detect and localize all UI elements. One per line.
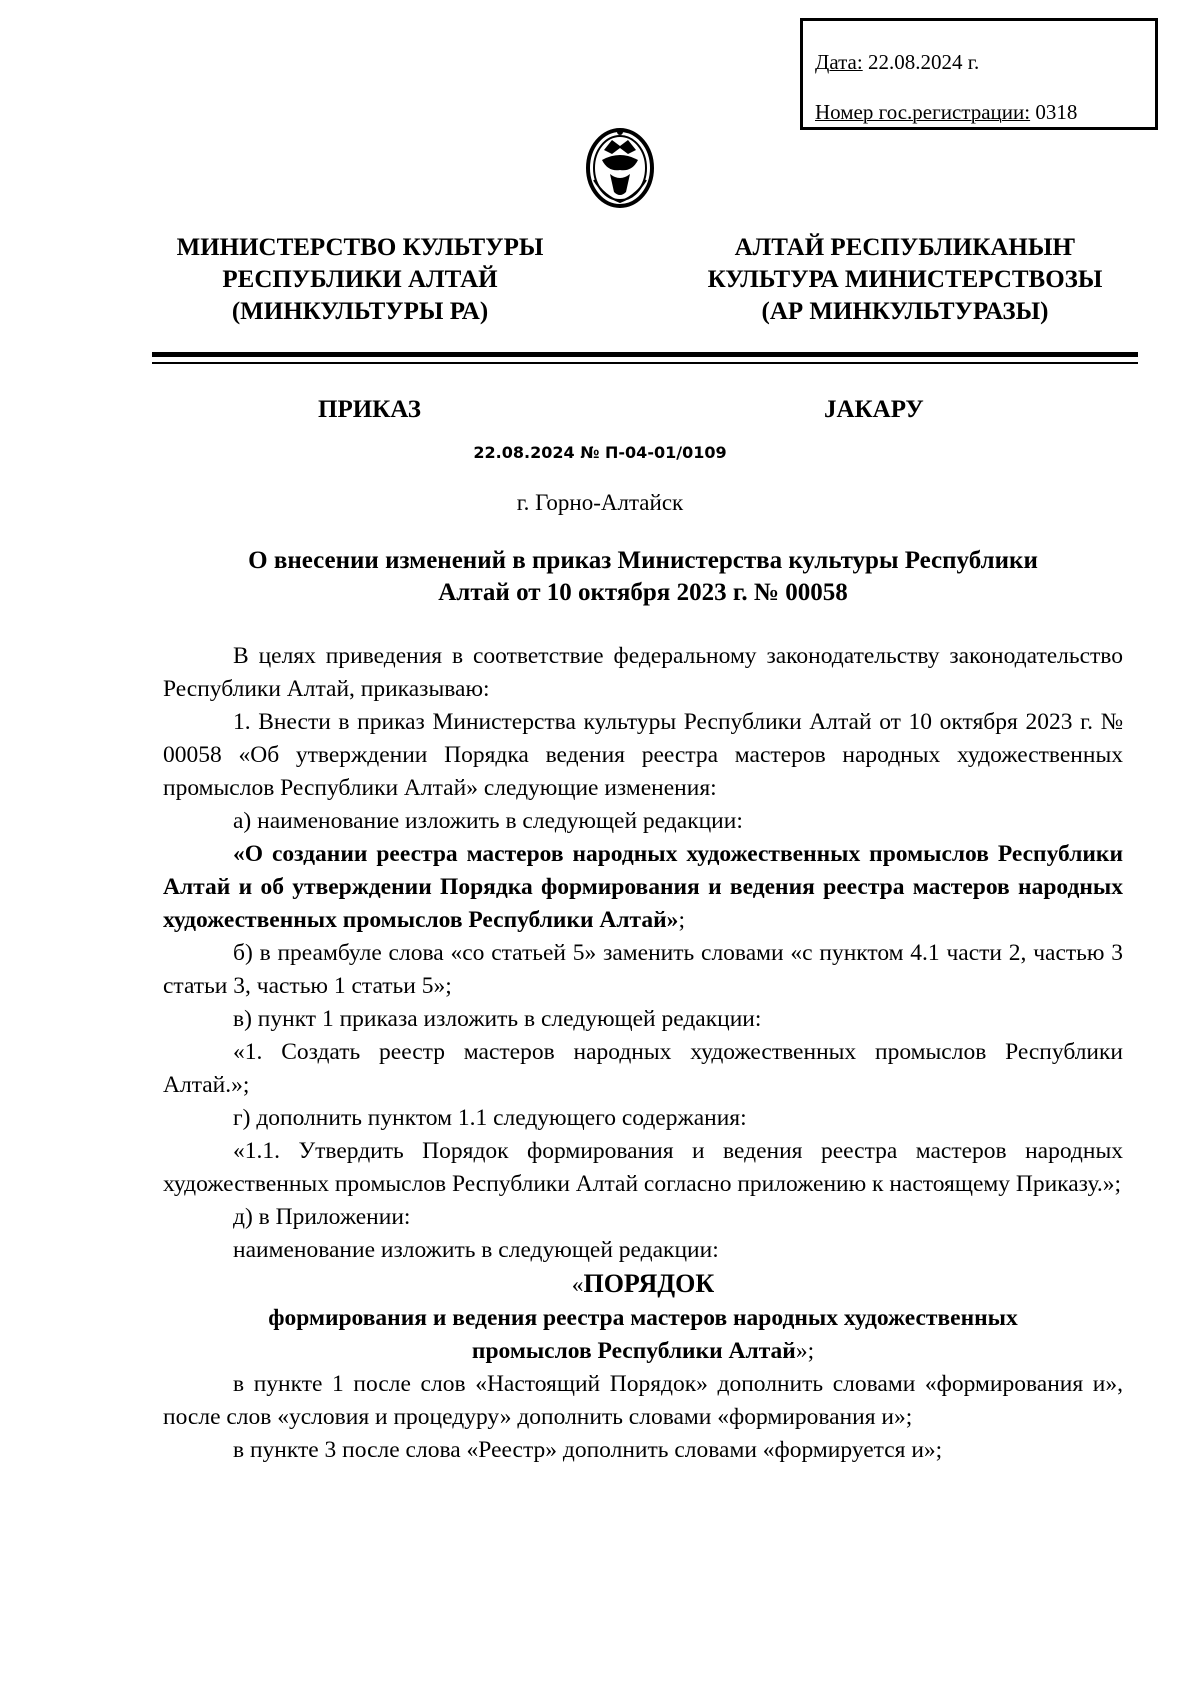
appendix-heading-line-2 bbox=[163, 1335, 1123, 1368]
ministry-altai-line: (АР МИНКУЛЬТУРАЗЫ) bbox=[761, 298, 1049, 325]
item-a-new-name-paragraph bbox=[163, 838, 1123, 937]
ministry-altai-line: КУЛЬТУРА МИНИСТЕРСТВОЗЫ bbox=[707, 266, 1103, 293]
item-v-text-paragraph: «1. Создать реестр мастеров народных художественных промыслов Республики Алтай.»; bbox=[163, 1039, 1123, 1098]
ministry-altai-line: АЛТАЙ РЕСПУБЛИКАНЫҤ bbox=[734, 234, 1076, 261]
order-city: г. Горно-Алтайск bbox=[516, 490, 684, 515]
order-type-russian: ПРИКАЗ bbox=[318, 396, 421, 423]
altai-republic-coat-of-arms-icon bbox=[580, 120, 660, 210]
item-a-new-name-tail: ; bbox=[678, 907, 685, 933]
appendix-heading-word bbox=[163, 1267, 1123, 1302]
document-title-line: Алтай от 10 октября 2023 г. № 00058 bbox=[438, 579, 848, 606]
appendix-heading-line2-tail: »; bbox=[795, 1338, 815, 1364]
registration-number-line bbox=[815, 87, 1145, 137]
appendix-heading-line: формирования и ведения реестра мастеров народных художественных bbox=[268, 1305, 1018, 1331]
registration-stamp bbox=[800, 18, 1158, 130]
item-d-text-paragraph: наименование изложить в следующей редакции: bbox=[233, 1237, 719, 1263]
item-d-paragraph: д) в Приложении: bbox=[233, 1204, 411, 1230]
header-divider-thin bbox=[152, 362, 1138, 364]
preamble-paragraph: В целях приведения в соответствие федеральному законодательству законодательство Республики Алтай, приказываю: bbox=[163, 643, 1123, 702]
document-body bbox=[163, 640, 1123, 1467]
ministry-ru-line: (МИНКУЛЬТУРЫ РА) bbox=[231, 298, 489, 325]
ministry-ru-line: РЕСПУБЛИКИ АЛТАЙ bbox=[222, 266, 498, 293]
point-1-paragraph: в пункте 1 после слов «Настоящий Порядок» дополнить словами «формирования и», после слов «условия и процедуру» дополнить словами «формирования и»; bbox=[163, 1371, 1123, 1430]
point-3-paragraph: в пункте 3 после слова «Реестр» дополнить словами «формируется и»; bbox=[233, 1437, 943, 1463]
item-v-paragraph: в) пункт 1 приказа изложить в следующей редакции: bbox=[233, 1006, 762, 1032]
ministry-name-russian bbox=[150, 232, 570, 328]
registration-date-label: Дата: bbox=[815, 50, 863, 74]
item-a-new-name-text: «О создании реестра мастеров народных художественных промыслов Республики Алтай и об утверждении Порядка формирования и ведения реестра мастеров народных художественных промыслов Республики Алтай» bbox=[163, 841, 1123, 933]
appendix-heading-quote: « bbox=[571, 1272, 584, 1298]
document-title bbox=[150, 545, 1136, 609]
ministry-ru-line: МИНИСТЕРСТВО КУЛЬТУРЫ bbox=[176, 234, 544, 261]
registration-date-line bbox=[815, 37, 1145, 87]
ministry-name-altai bbox=[690, 232, 1120, 328]
item-g-paragraph: г) дополнить пунктом 1.1 следующего содержания: bbox=[233, 1105, 747, 1131]
appendix-heading-title: ПОРЯДОК bbox=[583, 1269, 715, 1298]
item-1-paragraph: 1. Внести в приказ Министерства культуры Республики Алтай от 10 октября 2023 г. № 00058 «Об утверждении Порядка ведения реестра мастеров народных художественных промыслов Республики Алтай» следующие изменения: bbox=[163, 709, 1123, 801]
order-number: 22.08.2024 № П-04-01/0109 bbox=[473, 443, 727, 462]
item-a-paragraph: а) наименование изложить в следующей редакции: bbox=[233, 808, 743, 834]
appendix-heading-line2-text: промыслов Республики Алтай bbox=[471, 1338, 796, 1364]
item-g-text-paragraph: «1.1. Утвердить Порядок формирования и ведения реестра мастеров народных художественных промыслов Республики Алтай согласно приложению к настоящему Приказу.»; bbox=[163, 1138, 1123, 1197]
registration-number-value: 0318 bbox=[1035, 100, 1078, 124]
registration-number-label: Номер гос.регистрации: bbox=[815, 100, 1031, 124]
document-title-line: О внесении изменений в приказ Министерства культуры Республики bbox=[248, 547, 1038, 574]
item-b-paragraph: б) в преамбуле слова «со статьей 5» заменить словами «с пунктом 4.1 части 2, частью 3 статьи 3, частью 1 статьи 5»; bbox=[163, 940, 1123, 999]
order-type-altai: JАКАРУ bbox=[824, 396, 924, 423]
registration-date-value: 22.08.2024 г. bbox=[867, 50, 980, 74]
header-divider-thick bbox=[152, 352, 1138, 357]
